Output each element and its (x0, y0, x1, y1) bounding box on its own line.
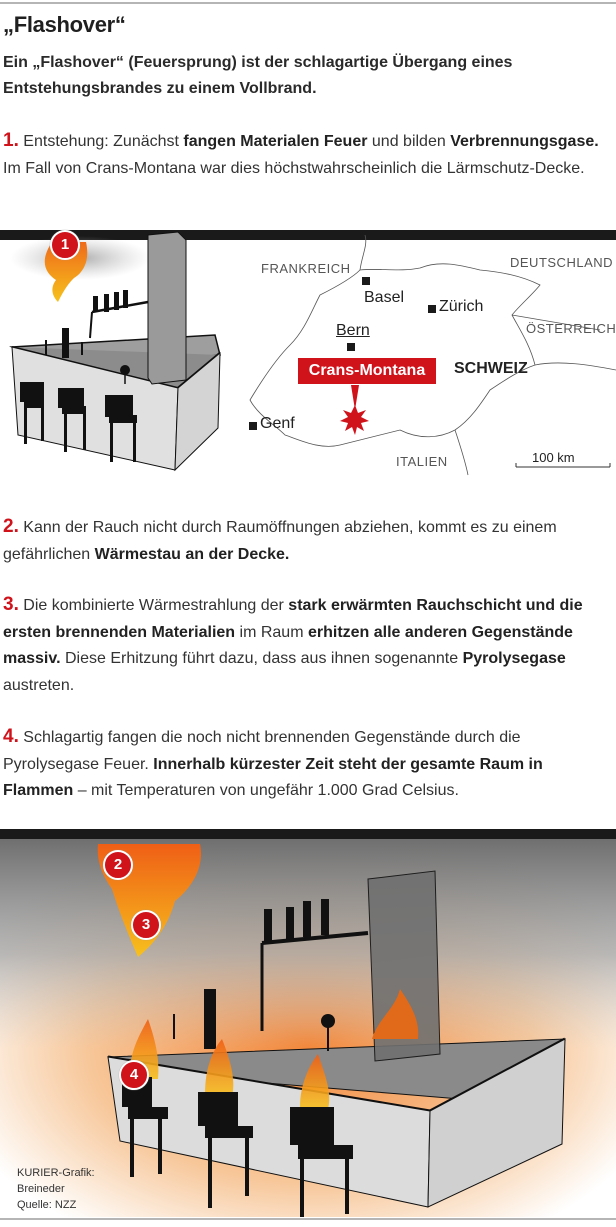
city-marker-bern (347, 343, 355, 351)
step-text-bold: Innerhalb kürzester Zeit steht der gesamte Raum in Flammen (3, 755, 543, 799)
step-number: 3. (3, 594, 19, 615)
map-label-austria: ÖSTERREICH (526, 321, 616, 336)
step-text: austreten. (3, 676, 75, 694)
credit-line-2: Breineder (17, 1183, 65, 1195)
step-badge-4: 4 (119, 1060, 149, 1090)
map-label-germany: DEUTSCHLAND (510, 255, 614, 270)
step-text: Im Fall von Crans-Montana war dies höchstwahrscheinlich die Lärmschutz-Decke. (3, 159, 585, 177)
graphic-credit (17, 1165, 95, 1213)
step-text: Die kombinierte Wärmestrahlung der (18, 597, 289, 614)
map-label-switzerland: SCHWEIZ (454, 360, 528, 377)
step-text: im Raum (235, 623, 308, 641)
step-text-bold: Verbrennungsgase. (450, 133, 599, 150)
step-text: Entstehung: Zunächst (18, 133, 184, 150)
step-text-bold: erhitzen alle anderen Gegenstände massiv. (3, 623, 573, 667)
step-text: Kann der Rauch nicht durch Raumöffnungen abziehen, kommt es zu einem gefährlichen (3, 519, 557, 563)
step-text: – mit Temperaturen von ungefähr 1.000 Grad Celsius. (73, 782, 459, 799)
crans-montana-marker: Crans-Montana (298, 358, 436, 384)
step-text: Diese Erhitzung führt dazu, dass aus ihnen sogenannte (60, 650, 463, 667)
city-label-basel: Basel (364, 289, 405, 306)
step-text-bold: Pyrolysegase (462, 650, 566, 667)
city-label-geneva: Genf (260, 415, 295, 432)
step-text-bold: fangen Materialen Feuer (183, 133, 368, 150)
step-number: 2. (3, 516, 19, 537)
page-title: „Flashover“ (3, 12, 126, 37)
lead-text: Ein „Flashover“ (Feuersprung) ist der schlagartige Übergang eines Entstehungsbrandes zu einem Vollbrand. (3, 54, 513, 97)
city-marker-zurich (428, 305, 436, 313)
step-number: 1. (3, 130, 19, 151)
step-text-bold: Wärmestau an der Decke. (94, 545, 290, 563)
map-scale-label: 100 km (532, 450, 575, 465)
city-label-zurich: Zürich (439, 298, 484, 315)
city-label-bern: Bern (336, 322, 370, 339)
credit-line-3: Quelle: NZZ (17, 1199, 77, 1211)
city-marker-basel (362, 277, 370, 285)
map-label-france: FRANKREICH (261, 261, 351, 276)
step-number: 4. (3, 726, 19, 747)
city-marker-geneva (249, 422, 257, 430)
step-1 (3, 128, 609, 182)
figure-2-flashover-illustration (0, 839, 616, 1217)
step-text: Schlagartig fangen die noch nicht brennenden Gegenstände durch die Pyrolysegase Feuer. (3, 729, 521, 773)
ceiling-bar-2 (0, 829, 616, 839)
credit-line-1: KURIER-Grafik: (17, 1167, 95, 1179)
step-2 (3, 514, 609, 568)
step-badge-1: 1 (50, 230, 80, 260)
step-badge-2: 2 (103, 850, 133, 880)
step-3 (3, 592, 609, 699)
top-divider (0, 2, 616, 4)
bottom-divider (0, 1218, 616, 1220)
step-text-bold: stark erwärmten Rauchschicht und die ersten brennenden Materialien (3, 597, 583, 641)
map-label-italy: ITALIEN (396, 454, 448, 469)
step-4 (3, 724, 609, 805)
step-text: und bilden (367, 133, 451, 150)
step-badge-3: 3 (131, 910, 161, 940)
